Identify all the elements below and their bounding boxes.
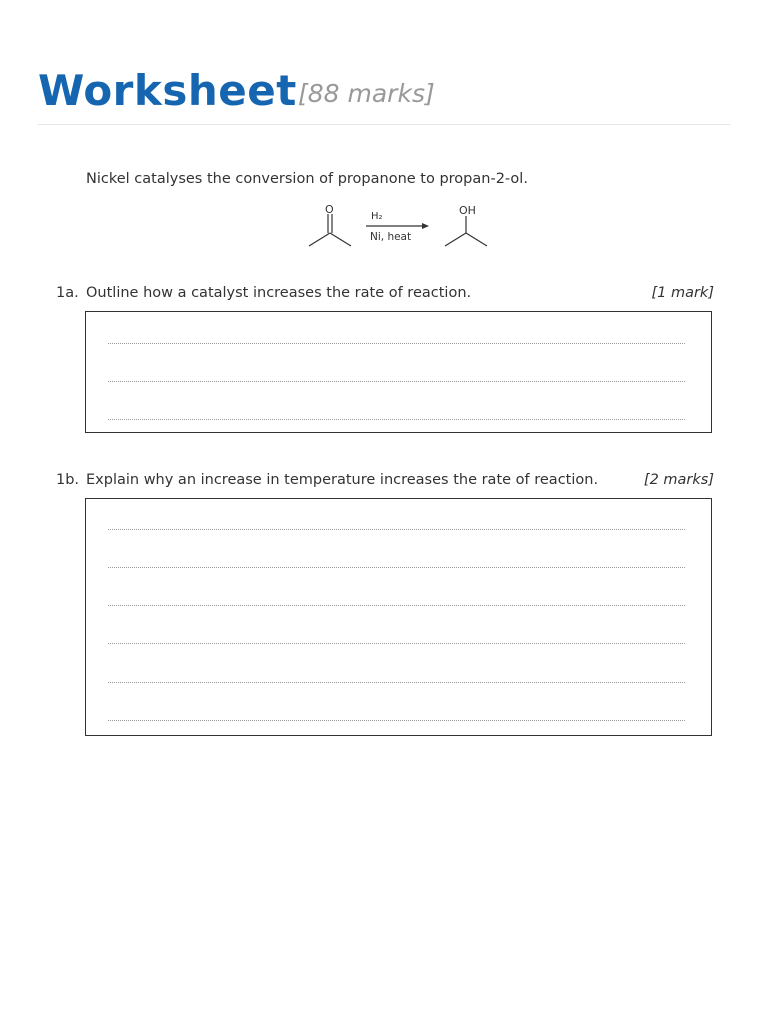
- total-marks: [88 marks]: [298, 79, 435, 108]
- answer-line: [108, 567, 685, 568]
- question-text: Outline how a catalyst increases the rate of reaction.: [86, 285, 472, 301]
- page-title: Worksheet: [38, 66, 297, 115]
- answer-line: [108, 643, 685, 644]
- propan-2-ol-structure: [445, 204, 487, 246]
- question-marks: [1 mark]: [651, 285, 714, 301]
- question-number: 1a.: [56, 285, 79, 301]
- reaction-diagram: [300, 200, 500, 255]
- answer-line: [108, 682, 685, 683]
- reagent-below-label: Ni, heat: [370, 231, 412, 243]
- reactant-oxygen-label: O: [325, 203, 334, 216]
- question-text: Explain why an increase in temperature increases the rate of reaction.: [86, 472, 599, 488]
- answer-line: [108, 605, 685, 606]
- reagent-above-label: H₂: [371, 211, 383, 222]
- answer-line: [108, 419, 685, 420]
- answer-box-1b[interactable]: [85, 498, 712, 736]
- propanone-structure: [309, 203, 351, 246]
- answer-line: [108, 381, 685, 382]
- answer-line: [108, 720, 685, 721]
- question-number: 1b.: [56, 472, 80, 488]
- reaction-arrow: [366, 211, 429, 243]
- answer-line: [108, 529, 685, 530]
- reaction-scheme: [300, 200, 500, 259]
- product-hydroxyl-label: OH: [459, 204, 476, 217]
- answer-box-1a[interactable]: [85, 311, 712, 433]
- answer-line: [108, 343, 685, 344]
- question-intro: Nickel catalyses the conversion of propanone to propan-2-ol.: [86, 171, 528, 187]
- worksheet-header: [38, 62, 730, 125]
- question-marks: [2 marks]: [643, 472, 714, 488]
